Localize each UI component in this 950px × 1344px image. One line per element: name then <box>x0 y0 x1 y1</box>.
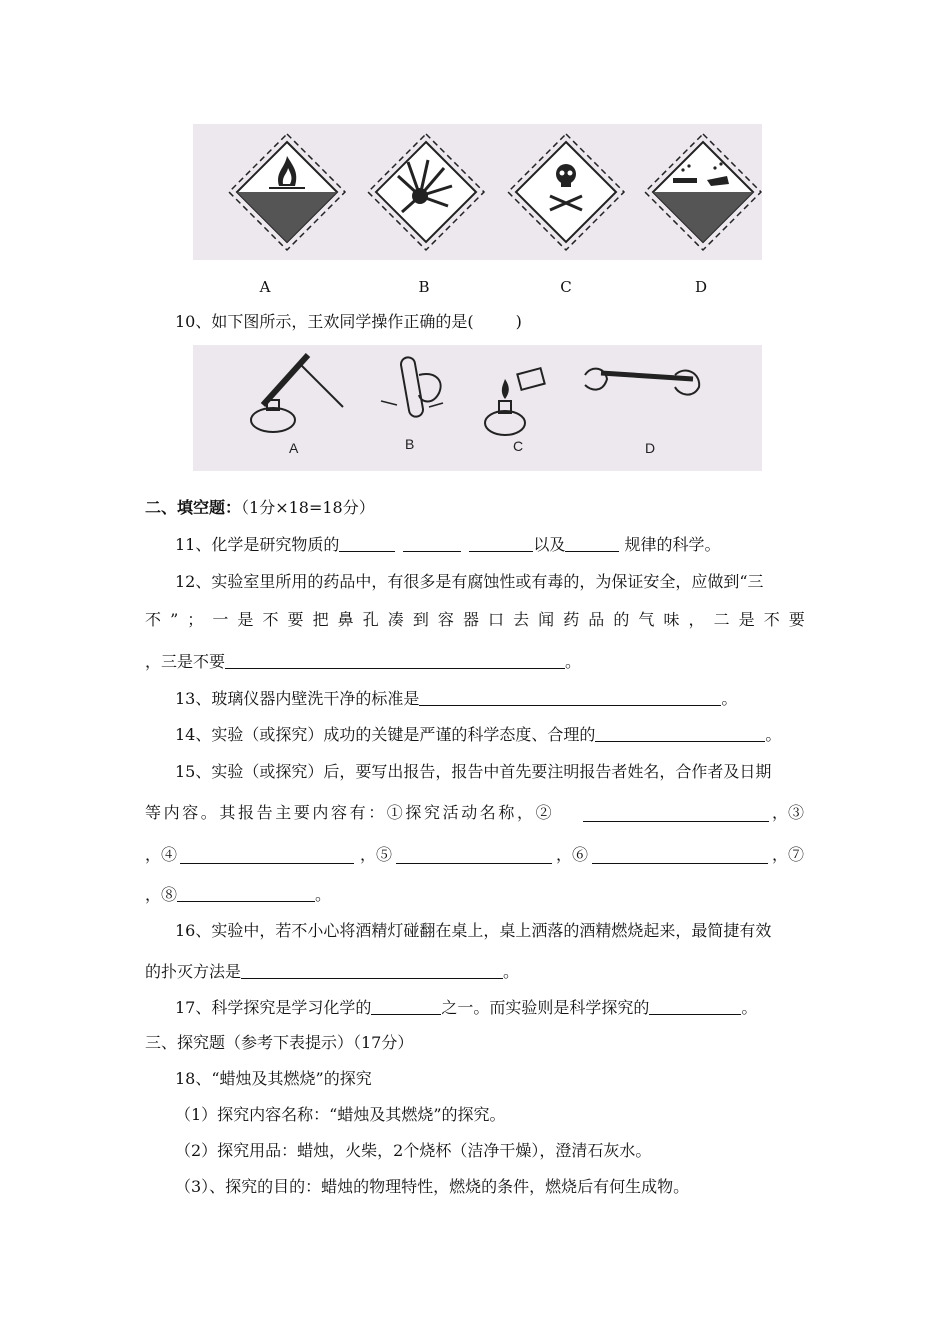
q12-char: 鼻 <box>337 610 354 629</box>
question-13-end: 。 <box>721 689 738 708</box>
figure-label-a: A <box>289 440 299 456</box>
question-15-p4: ，④ <box>145 845 178 864</box>
answer-blank[interactable] <box>241 962 503 979</box>
question-15-text-2: 等内容。其报告主要内容有：①探究活动名称，② <box>145 803 555 822</box>
question-16-text-1: 16、实验中，若不小心将酒精灯碰翻在桌上，桌上洒落的酒精燃烧起来，最简捷有效 <box>175 921 772 940</box>
question-17-text-a: 17、科学探究是学习化学的 <box>175 998 372 1017</box>
answer-blank[interactable] <box>339 535 395 552</box>
section-2-score: （1分×18=18分） <box>241 498 375 517</box>
question-15-c3: ，③ <box>772 803 805 822</box>
q12-char: 的 <box>613 610 630 629</box>
answer-blank[interactable] <box>403 535 461 552</box>
q12-char: 品 <box>588 610 605 629</box>
q12-char: ” <box>170 610 179 629</box>
explosive-symbol-icon <box>368 134 484 250</box>
q12-char: 口 <box>488 610 505 629</box>
question-14-end: 。 <box>765 725 782 744</box>
test-tube-shaking-icon <box>381 356 443 418</box>
q12-char: 到 <box>412 610 429 629</box>
answer-blank[interactable] <box>469 535 533 552</box>
figure-label-d: D <box>645 440 656 456</box>
q12-char: 味 <box>663 610 680 629</box>
figure-label-c: C <box>513 438 524 454</box>
question-15-end: 。 <box>315 885 332 904</box>
question-12-text-1: 12、实验室里所用的药品中，有很多是有腐蚀性或有毒的，为保证安全，应做到“三 <box>175 572 764 591</box>
option-label-c: C <box>560 278 572 296</box>
question-18-item-text: （2）探究用品：蜡烛，火柴，2个烧杯（洁净干燥），澄清石灰水。 <box>175 1141 652 1160</box>
q12-char: 不 <box>763 610 780 629</box>
question-16-text-2: 的扑灭方法是 <box>145 962 242 981</box>
question-12-line-2 <box>145 610 805 630</box>
answer-blank[interactable] <box>649 998 741 1015</box>
question-12-end: 。 <box>565 652 582 671</box>
q12-char: 是 <box>738 610 755 629</box>
question-10-stem: 10、如下图所示，王欢同学操作正确的是( <box>175 312 474 331</box>
hazard-symbols-figure <box>193 124 762 260</box>
q12-char: 要 <box>788 610 805 629</box>
answer-blank[interactable] <box>396 847 552 864</box>
question-11-text-c: 规律的科学。 <box>619 535 721 554</box>
q12-char: 器 <box>462 610 479 629</box>
question-15-p5: ，⑤ <box>360 845 393 864</box>
answer-blank[interactable] <box>583 805 769 822</box>
toxic-symbol-icon <box>508 134 624 250</box>
test-tube-holding-icon <box>585 369 699 395</box>
question-15-p8: ，⑧ <box>145 885 178 904</box>
question-11-text-b: 以及 <box>533 535 566 554</box>
q12-char: 容 <box>437 610 454 629</box>
answer-blank[interactable] <box>565 535 619 552</box>
figure-label-b: B <box>405 436 415 452</box>
lamp-lighting-icon <box>485 368 545 435</box>
question-14-text: 14、实验（或探究）成功的关键是严谨的科学态度、合理的 <box>175 725 596 744</box>
option-label-d: D <box>694 278 708 296</box>
answer-blank[interactable] <box>371 998 441 1015</box>
answer-blank[interactable] <box>177 885 315 902</box>
q12-char: 气 <box>638 610 655 629</box>
section-2-title: 二、填空题： <box>145 498 242 517</box>
q12-char: 不 <box>262 610 279 629</box>
question-15-text-1: 15、实验（或探究）后，要写出报告，报告中首先要注明报告者姓名，合作者及日期 <box>175 762 772 781</box>
q12-char: 不 <box>145 610 162 629</box>
answer-blank[interactable] <box>180 847 354 864</box>
answer-blank[interactable] <box>225 652 565 669</box>
question-10-close: ) <box>515 312 522 331</box>
question-15-p7: ，⑦ <box>772 845 805 864</box>
q12-char: 把 <box>312 610 329 629</box>
q12-char: 要 <box>287 610 304 629</box>
lab-operations-figure <box>193 345 762 471</box>
answer-blank[interactable] <box>595 725 765 742</box>
question-17-text-b: 之一。而实验则是科学探究的 <box>441 998 650 1017</box>
question-17-end: 。 <box>741 998 758 1017</box>
question-11-text-a: 11、化学是研究物质的 <box>175 535 340 554</box>
alcohol-lamp-heating-icon <box>251 355 343 432</box>
corrosive-symbol-icon <box>645 134 761 250</box>
question-13-text: 13、玻璃仪器内壁洗干净的标准是 <box>175 689 420 708</box>
section-3-title: 三、探究题（参考下表提示）（17分） <box>145 1033 414 1052</box>
option-label-b: B <box>418 278 430 296</box>
answer-blank[interactable] <box>419 689 721 706</box>
q12-char: 去 <box>513 610 530 629</box>
q12-char: 药 <box>563 610 580 629</box>
option-label-a: A <box>259 278 271 296</box>
q12-char: ， <box>688 610 705 629</box>
flammable-symbol-icon <box>229 134 345 250</box>
question-16-end: 。 <box>503 962 520 981</box>
question-18-item-text: （3）、探究的目的：蜡烛的物理特性，燃烧的条件，燃烧后有何生成物。 <box>175 1177 690 1196</box>
q12-char: 是 <box>237 610 254 629</box>
q12-char: 闻 <box>538 610 555 629</box>
question-18-text: 18、“蜡烛及其燃烧”的探究 <box>175 1069 372 1088</box>
question-15-p6: ，⑥ <box>556 845 589 864</box>
q12-char: ； <box>187 610 204 629</box>
q12-char: 一 <box>212 610 229 629</box>
question-18-item-text: （1）探究内容名称：“蜡烛及其燃烧”的探究。 <box>175 1105 506 1124</box>
question-12-text-3: ，三是不要 <box>145 652 226 671</box>
q12-char: 二 <box>713 610 730 629</box>
q12-char: 孔 <box>362 610 379 629</box>
answer-blank[interactable] <box>592 847 768 864</box>
q12-char: 凑 <box>387 610 404 629</box>
